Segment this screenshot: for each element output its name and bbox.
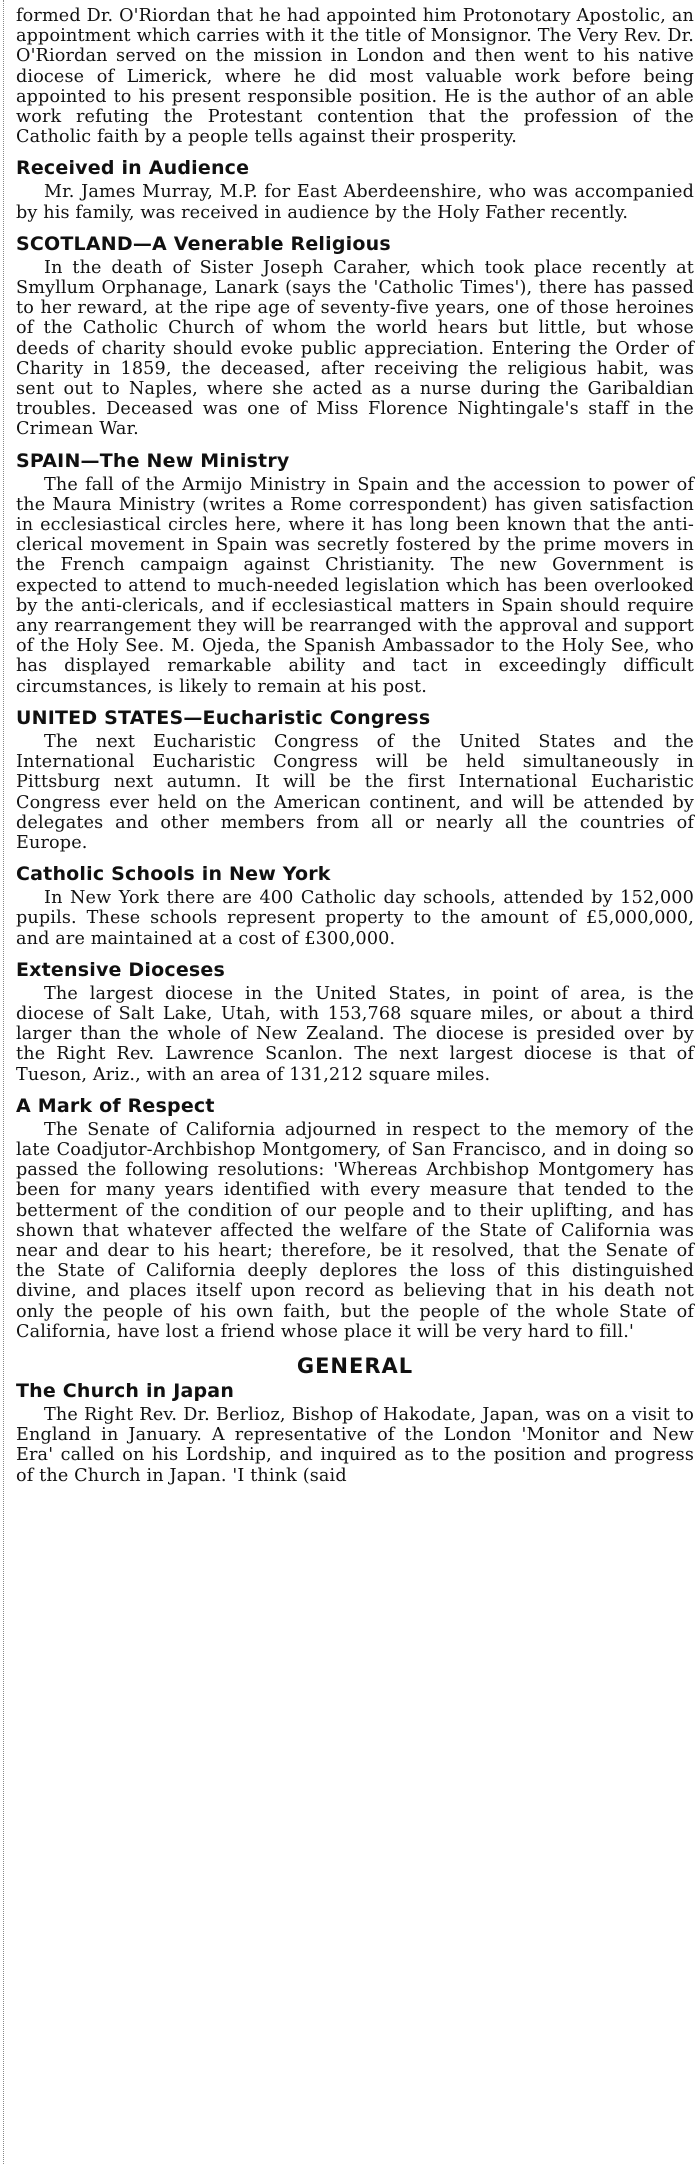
heading-catholic-schools: Catholic Schools in New York: [16, 863, 331, 886]
paragraph-scotland: In the death of Sister Joseph Caraher, which took place recently at Smyllum Orphanage, Lanark (says the 'Catholic Times'), there has passed to her reward, at the ripe age of seventy-five years, one of those heroines of the Catholic Church of whom the world hears but little, but whose deeds of charity should evoke public appreciation. Entering the Order of Charity in 1859, the deceased, after receiving the religious habit, was sent out to Naples, where she acted as a nurse during the Garibaldian troubles. Deceased was one of Miss Florence Nightingale's staff in the Crimean War.: [16, 257, 694, 440]
paragraph-received-in-audience: Mr. James Murray, M.P. for East Aberdeenshire, who was accompanied by his family, was received in audience by the Holy Father recently.: [16, 182, 694, 223]
heading-extensive-dioceses: Extensive Dioceses: [16, 958, 226, 981]
column-rule: [3, 0, 4, 2164]
paragraph-spain: The fall of the Armijo Ministry in Spain and the accession to power of the Maura Ministry (writes a Rome correspondent) has given satisfaction in ecclesiastical circles here, where it has long been known that the anti-clerical movement in Spain was secretly fostered by the prime movers in the French campaign against Christianity. The new Government is expected to attend to much-needed legislation which has been overlooked by the anti-clericals, and if ecclesiastical matters in Spain should require any rearrangement they will be rearranged with the approval and support of the Holy See. M. Ojeda, the Spanish Ambassador to the Holy See, who has displayed remarkable ability and tact in exceedingly difficult circumstances, is likely to remain at his post.: [16, 474, 694, 697]
paragraph-extensive-dioceses: The largest diocese in the United States, in point of area, is the diocese of Salt Lake, Utah, with 153,768 square miles, or about a third larger than the whole of New Zealand. The diocese is presided over by the Right Rev. Lawrence Scanlon. The next largest diocese is that of Tueson, Ariz., with an area of 131,212 square miles.: [16, 983, 694, 1085]
paragraph-united-states: The next Eucharistic Congress of the United States and the International Eucharistic Congress will be held simultaneously in Pittsburg next autumn. It will be the first International Eucharistic Congress ever held on the American continent, and will be attended by delegates and other members from all or nearly all the countries of Europe.: [16, 731, 694, 853]
heading-united-states: UNITED STATES—Eucharistic Congress: [16, 706, 431, 729]
heading-spain: SPAIN—The New Ministry: [16, 449, 290, 472]
paragraph-mark-of-respect: The Senate of California adjourned in respect to the memory of the late Coadjutor-Archbishop Montgomery, of San Francisco, and in doing so passed the following resolutions: 'Whereas Archbishop Montgomery has been for many years identified with every measure that tended to the betterment of the condition of our people and to their uplifting, and has shown that whatever affected the welfare of the State of California was near and dear to his heart; therefore, be it resolved, that the Senate of the State of California deeply deplores the loss of this distinguished divine, and places itself upon record as believing that in his death not only the people of his own faith, but the people of the whole State of California, have lost a friend whose place it will be very hard to fill.': [16, 1119, 694, 1342]
paragraph-catholic-schools: In New York there are 400 Catholic day schools, attended by 152,000 pupils. These schools represent property to the amount of £5,000,000, and are maintained at a cost of £300,000.: [16, 888, 694, 949]
heading-church-in-japan: The Church in Japan: [16, 1379, 235, 1402]
intro-paragraph: formed Dr. O'Riordan that he had appointed him Protonotary Apostolic, an appointment which carries with it the title of Monsignor. The Very Rev. Dr. O'Riordan served on the mission in London and then went to his native diocese of Limerick, where he did most valuable work before being appointed to his present responsible position. He is the author of an able work refuting the Protestant contention that the profession of the Catholic faith by a people tells against their prosperity.: [16, 6, 694, 148]
heading-scotland: SCOTLAND—A Venerable Religious: [16, 232, 391, 255]
heading-received-in-audience: Received in Audience: [16, 157, 250, 180]
heading-mark-of-respect: A Mark of Respect: [16, 1094, 215, 1117]
paragraph-church-in-japan: The Right Rev. Dr. Berlioz, Bishop of Hakodate, Japan, was on a visit to England in January. A representative of the London 'Monitor and New Era' called on his Lordship, and inquired as to the position and progress of the Church in Japan. 'I think (said: [16, 1404, 694, 1486]
general-section-title: GENERAL: [296, 1353, 414, 1378]
